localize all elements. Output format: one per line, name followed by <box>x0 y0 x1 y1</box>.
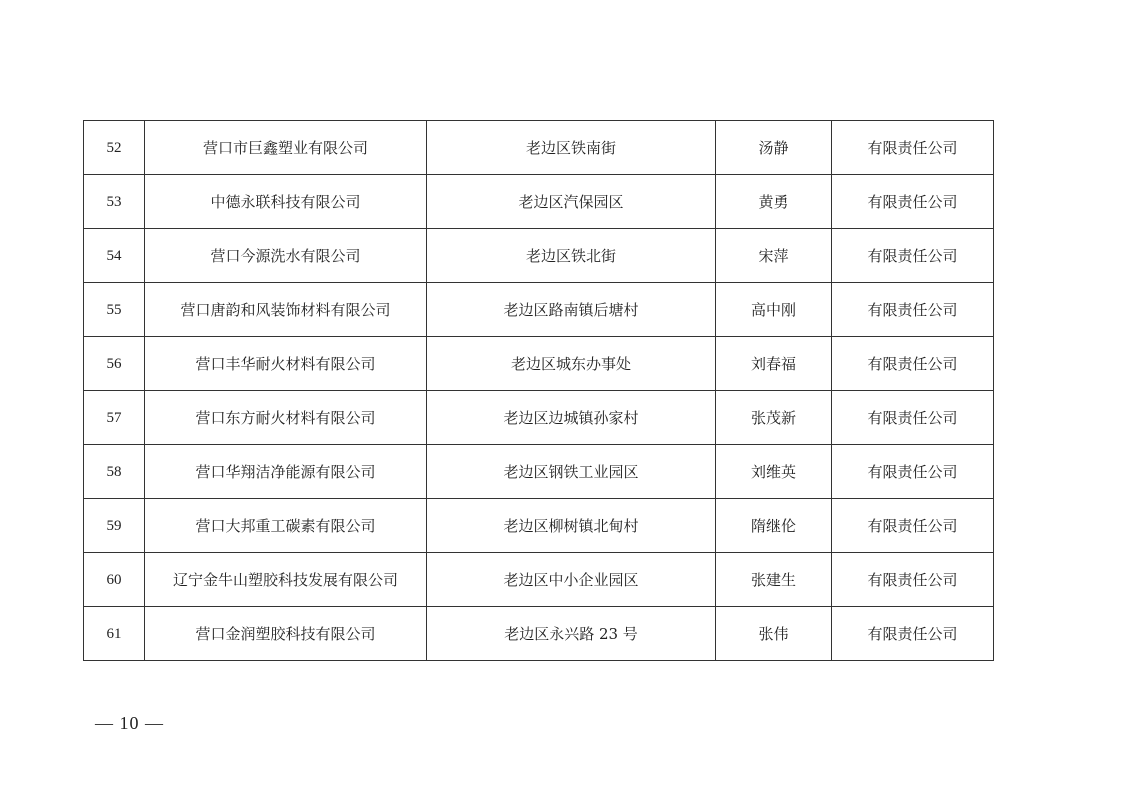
table-row <box>84 283 994 337</box>
table-row <box>84 391 994 445</box>
row-number: 56 <box>84 337 145 391</box>
company-address: 老边区柳树镇北甸村 <box>427 499 716 553</box>
legal-representative: 刘维英 <box>716 445 832 499</box>
company-name: 营口丰华耐火材料有限公司 <box>145 337 427 391</box>
table-row <box>84 553 994 607</box>
company-name: 营口华翔洁净能源有限公司 <box>145 445 427 499</box>
company-name: 营口市巨鑫塑业有限公司 <box>145 121 427 175</box>
table-row <box>84 337 994 391</box>
table-row <box>84 121 994 175</box>
row-number: 60 <box>84 553 145 607</box>
legal-representative: 高中刚 <box>716 283 832 337</box>
company-name: 营口大邦重工碳素有限公司 <box>145 499 427 553</box>
company-type: 有限责任公司 <box>832 283 994 337</box>
row-number: 57 <box>84 391 145 445</box>
company-address: 老边区汽保园区 <box>427 175 716 229</box>
table-row <box>84 607 994 661</box>
legal-representative: 张建生 <box>716 553 832 607</box>
company-type: 有限责任公司 <box>832 607 994 661</box>
company-type: 有限责任公司 <box>832 121 994 175</box>
row-number: 61 <box>84 607 145 661</box>
legal-representative: 宋萍 <box>716 229 832 283</box>
company-type: 有限责任公司 <box>832 337 994 391</box>
company-name: 营口今源洗水有限公司 <box>145 229 427 283</box>
row-number: 59 <box>84 499 145 553</box>
company-address: 老边区中小企业园区 <box>427 553 716 607</box>
company-type: 有限责任公司 <box>832 445 994 499</box>
company-name: 中德永联科技有限公司 <box>145 175 427 229</box>
row-number: 52 <box>84 121 145 175</box>
legal-representative: 隋继伦 <box>716 499 832 553</box>
page-number: — 10 — <box>95 713 164 733</box>
company-address: 老边区铁北街 <box>427 229 716 283</box>
company-type: 有限责任公司 <box>832 499 994 553</box>
table-row <box>84 175 994 229</box>
company-name: 营口金润塑胶科技有限公司 <box>145 607 427 661</box>
table-row <box>84 445 994 499</box>
company-name: 营口唐韵和风装饰材料有限公司 <box>145 283 427 337</box>
company-address: 老边区城东办事处 <box>427 337 716 391</box>
row-number: 58 <box>84 445 145 499</box>
company-address: 老边区钢铁工业园区 <box>427 445 716 499</box>
company-address: 老边区永兴路 23 号 <box>427 607 716 661</box>
company-address: 老边区边城镇孙家村 <box>427 391 716 445</box>
legal-representative: 张茂新 <box>716 391 832 445</box>
legal-representative: 张伟 <box>716 607 832 661</box>
company-name: 辽宁金牛山塑胶科技发展有限公司 <box>145 553 427 607</box>
legal-representative: 刘春福 <box>716 337 832 391</box>
company-type: 有限责任公司 <box>832 229 994 283</box>
legal-representative: 汤静 <box>716 121 832 175</box>
row-number: 54 <box>84 229 145 283</box>
company-type: 有限责任公司 <box>832 175 994 229</box>
company-name: 营口东方耐火材料有限公司 <box>145 391 427 445</box>
company-address: 老边区路南镇后塘村 <box>427 283 716 337</box>
table-row <box>84 229 994 283</box>
legal-representative: 黄勇 <box>716 175 832 229</box>
table-row <box>84 499 994 553</box>
enterprise-table <box>83 120 994 661</box>
company-address: 老边区铁南街 <box>427 121 716 175</box>
company-type: 有限责任公司 <box>832 553 994 607</box>
row-number: 53 <box>84 175 145 229</box>
company-type: 有限责任公司 <box>832 391 994 445</box>
row-number: 55 <box>84 283 145 337</box>
